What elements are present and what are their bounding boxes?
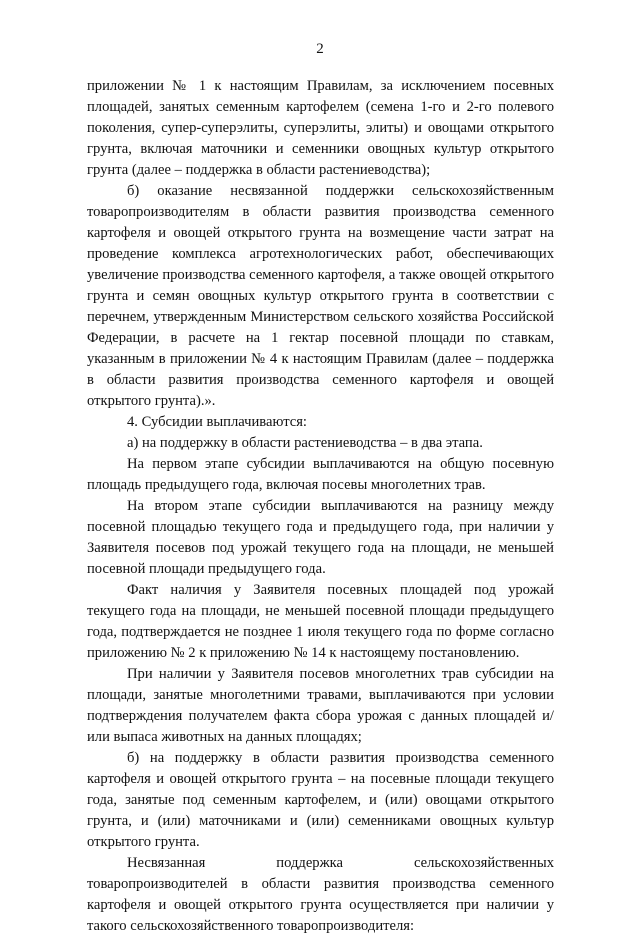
paragraph-item-b-unrelated-support: б) оказание несвязанной поддержки сельскохозяйственным товаропроизводителям в области развития производства семенного картофеля и овощей открытого грунта на возмещение части затрат на проведение комплекса агротехнологических работ, обеспечивающих увеличение производства семенного картофеля, а также овощей открытого грунта и семян овощных культур открытого грунта в соответствии с перечнем, утвержденным Министерством сельского хозяйства Российской Федерации, в расчете на 1 гектар посевной площади по ставкам, указанным в приложении № 4 к настоящим Правилам (далее – поддержка в области развития производства семенного картофеля и овощей открытого грунта).».: [87, 183, 554, 409]
paragraph-second-stage: На втором этапе субсидии выплачиваются на разницу между посевной площадью текущего года и предыдущего года, при наличии у Заявителя посевов под урожай текущего года на площади, не меньшей посевной площади предыдущего года.: [87, 498, 554, 577]
paragraph-unrelated-support-conditions: Несвязанная поддержка сельскохозяйственных товаропроизводителей в области развития производства семенного картофеля и овощей открытого грунта осуществляется при наличии у такого сельскохозяйственного товаропроизводителя:: [87, 855, 554, 934]
paragraph-first-stage: На первом этапе субсидии выплачиваются на общую посевную площадь предыдущего года, включая посевы многолетних трав.: [87, 456, 554, 493]
document-body: [87, 76, 554, 937]
page-number: 2: [316, 41, 324, 57]
paragraph-confirmation-deadline: Факт наличия у Заявителя посевных площадей под урожай текущего года на площади, не меньшей посевной площади предыдущего года, подтверждается не позднее 1 июля текущего года по форме согласно приложению № 2 к приложению № 14 к настоящему постановлению.: [87, 582, 554, 661]
paragraph-perennial-grasses: При наличии у Заявителя посевов многолетних трав субсидии на площади, занятые многолетними травами, выплачиваются при условии подтверждения получателем факта сбора урожая с данных площадей и/или выпаса животных на данных площадях;: [87, 666, 554, 745]
paragraph-section-4-heading: 4. Субсидии выплачиваются:: [127, 414, 307, 430]
paragraph-continuation: приложении № 1 к настоящим Правилам, за исключением посевных площадей, занятых семенным картофелем (семена 1-го и 2-го полевого поколения, супер-суперэлиты, суперэлиты, элиты) и овощами открытого грунта, включая маточники и семенники овощных культур открытого грунта (далее – поддержка в области растениеводства);: [87, 78, 554, 178]
paragraph-item-a-crop-support: а) на поддержку в области растениеводства – в два этапа.: [127, 435, 483, 451]
paragraph-item-b-seed-potato-support: б) на поддержку в области развития производства семенного картофеля и овощей открытого грунта – на посевные площади текущего года, занятые под семенным картофелем, и (или) овощами открытого грунта, и (или) маточниками и (или) семенниками овощных культур открытого грунта.: [87, 750, 554, 850]
